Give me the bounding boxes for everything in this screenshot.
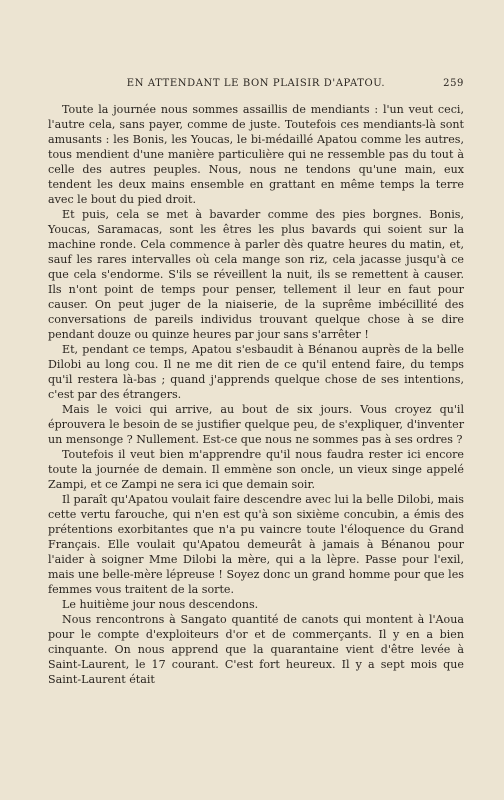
page-number: 259	[443, 78, 464, 89]
paragraph: Le huitième jour nous descendons.	[62, 598, 259, 611]
paragraph: Mais le voici qui arrive, au bout de six jours. Vous croyez qu'il éprouvera le besoin de se justifier quelque peu, de s'expliquer, d'inventer un mensonge ? Nullement. Est-ce que nous ne sommes pas à ses ordres ?	[48, 403, 464, 446]
paragraph: Il paraît qu'Apatou voulait faire descendre avec lui la belle Dilobi, mais cette vertu farouche, qui n'en est qu'à son sixième concubin, a émis des prétentions exorbitantes que n'a pu vaincre toute l'éloquence du Grand Français. Elle voulait qu'Apatou demeurât à jamais à Bénanou pour l'aider à soigner Mme Dilobi la mère, qui a la lèpre. Passe pour l'exil, mais une belle-mère lépreuse ! Soyez donc un grand homme pour que les femmes vous traitent de la sorte.	[48, 493, 464, 596]
chapter-title: EN ATTENDANT LE BON PLAISIR D'APATOU.	[126, 78, 386, 89]
paragraph: Et puis, cela se met à bavarder comme des pies borgnes. Bonis, Youcas, Saramacas, sont les êtres les plus bavards qui soient sur la machine ronde. Cela commence à parler dès quatre heures du matin, et, sauf les rares intervalles où cela mange son riz, cela jacasse jusqu'à ce que cela s'endorme. S'ils se réveillent la nuit, ils se remettent à causer. Ils n'ont point de temps pour penser, tellement il leur en faut pour causer. On peut juger de la niaiserie, de la suprême imbécillité des conversations de pareils individus trouvant quelque chose à se dire pendant douze ou quinze heures par jour sans s'arrêter !	[48, 208, 464, 341]
body-text	[48, 102, 464, 687]
paragraph: Toute la journée nous sommes assaillis de mendiants : l'un veut ceci, l'autre cela, sans payer, comme de juste. Toutefois ces mendiants-là sont amusants : les Bonis, les Youcas, le bi-médaillé Apatou comme les autres, tous mendient d'une manière particulière qui ne ressemble pas du tout à celle des autres peuples. Nous, nous ne tendons qu'une main, eux tendent les deux mains ensemble en grattant en même temps la terre avec le bout du pied droit.	[48, 103, 464, 206]
paragraph: Nous rencontrons à Sangato quantité de canots qui montent à l'Aoua pour le compte d'exploiteurs d'or et de commerçants. Il y en a bien cinquante. On nous apprend que la quarantaine vient d'être levée à Saint-Laurent, le 17 courant. C'est fort heureux. Il y a sept mois que Saint-Laurent était	[48, 613, 464, 686]
paragraph: Et, pendant ce temps, Apatou s'esbaudit à Bénanou auprès de la belle Dilobi au long cou. Il ne me dit rien de ce qu'il entend faire, du temps qu'il restera là-bas ; quand j'apprends quelque chose de ses intentions, c'est par des étrangers.	[48, 343, 464, 401]
paragraph: Toutefois il veut bien m'apprendre qu'il nous faudra rester ici encore toute la journée de demain. Il emmène son oncle, un vieux singe appelé Zampi, et ce Zampi ne sera ici que demain soir.	[48, 448, 464, 491]
